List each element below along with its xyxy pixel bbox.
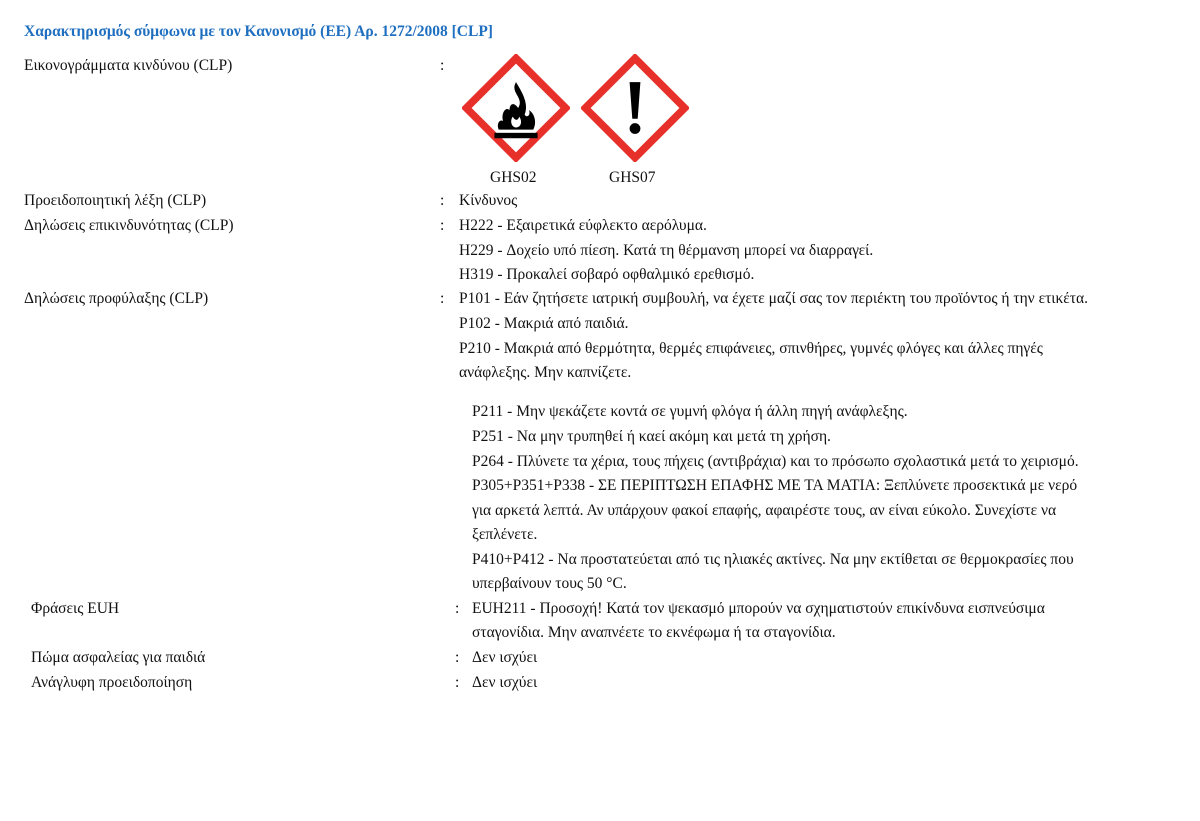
section-heading: Χαρακτηρισμός σύμφωνα με τον Κανονισμό (ΕΕ) Αρ. 1272/2008 [CLP] (24, 23, 493, 40)
tactile-warning-colon: : (455, 674, 460, 691)
flame-icon (462, 54, 570, 162)
euh-phrase-euh211-cont: σταγονίδια. Μην αναπνέετε το εκνέφωμα ή τα σταγονίδια. (472, 624, 836, 641)
precautionary-statement-p410: P410+P412 - Να προστατεύεται από τις ηλιακές ακτίνες. Να μην εκτίθεται σε θερμοκρασίες που (472, 551, 1074, 568)
euh-phrases-colon: : (455, 600, 460, 617)
ghs02-pictogram (462, 54, 570, 162)
precautionary-statement-p101: P101 - Εάν ζητήσετε ιατρική συμβουλή, να έχετε μαζί σας τον περιέκτη του προϊόντος ή την ετικέτα. (459, 290, 1089, 307)
tactile-warning-value: Δεν ισχύει (472, 674, 538, 691)
precautionary-statement-p305-cont: για αρκετά λεπτά. Αν υπάρχουν φακοί επαφής, αφαιρέστε τους, αν είναι εύκολο. Συνεχίστε να (472, 502, 1057, 519)
tactile-warning-label: Ανάγλυφη προειδοποίηση (31, 674, 193, 691)
precautionary-statement-p210: P210 - Μακριά από θερμότητα, θερμές επιφάνειες, σπινθήρες, γυμνές φλόγες και άλλες πηγές (459, 340, 1043, 357)
signal-word-colon: : (440, 192, 445, 209)
ghs07-pictogram (581, 54, 689, 162)
child-closure-colon: : (455, 649, 460, 666)
pictograms-colon: : (440, 57, 445, 74)
hazard-statements-label: Δηλώσεις επικινδυνότητας (CLP) (24, 217, 234, 234)
precautionary-statement-p305: P305+P351+P338 - ΣΕ ΠΕΡΙΠΤΩΣΗ ΕΠΑΦΗΣ ΜΕ ΤΑ ΜΑΤΙΑ: Ξεπλύνετε προσεκτικά με νερό (472, 477, 1078, 494)
precautionary-statement-p305-cont2: ξεπλένετε. (472, 526, 538, 543)
precautionary-statements-colon: : (440, 290, 445, 307)
euh-phrases-label: Φράσεις EUH (31, 600, 120, 617)
hazard-statements-colon: : (440, 217, 445, 234)
child-closure-label: Πώμα ασφαλείας για παιδιά (31, 649, 206, 666)
child-closure-value: Δεν ισχύει (472, 649, 538, 666)
precautionary-statement-p410-cont: υπερβαίνουν τους 50 °C. (472, 575, 627, 592)
hazard-statement-h229: H229 - Δοχείο υπό πίεση. Κατά τη θέρμανση μπορεί να διαρραγεί. (459, 242, 874, 259)
euh-phrase-euh211: EUH211 - Προσοχή! Κατά τον ψεκασμό μπορούν να σχηματιστούν επικίνδυνα εισπνεύσιμα (472, 600, 1045, 617)
pictograms-label: Εικονογράμματα κινδύνου (CLP) (24, 57, 233, 74)
precautionary-statement-p102: P102 - Μακριά από παιδιά. (459, 315, 629, 332)
hazard-statement-h319: H319 - Προκαλεί σοβαρό οφθαλμικό ερεθισμό. (459, 266, 755, 283)
ghs07-code: GHS07 (609, 169, 656, 186)
precautionary-statement-p264: P264 - Πλύνετε τα χέρια, τους πήχεις (αντιβράχια) και το πρόσωπο σχολαστικά μετά το χειρισμό. (472, 453, 1079, 470)
precautionary-statement-p210-cont: ανάφλεξης. Μην καπνίζετε. (459, 364, 632, 381)
precautionary-statement-p211: P211 - Μην ψεκάζετε κοντά σε γυμνή φλόγα ή άλλη πηγή ανάφλεξης. (472, 403, 908, 420)
precautionary-statements-label: Δηλώσεις προφύλαξης (CLP) (24, 290, 209, 307)
hazard-statement-h222: H222 - Εξαιρετικά εύφλεκτο αερόλυμα. (459, 217, 707, 234)
ghs02-code: GHS02 (490, 169, 537, 186)
signal-word-label: Προειδοποιητική λέξη (CLP) (24, 192, 207, 209)
precautionary-statement-p251: P251 - Να μην τρυπηθεί ή καεί ακόμη και μετά τη χρήση. (472, 428, 831, 445)
signal-word-value: Κίνδυνος (459, 192, 518, 209)
exclamation-icon (581, 54, 689, 162)
